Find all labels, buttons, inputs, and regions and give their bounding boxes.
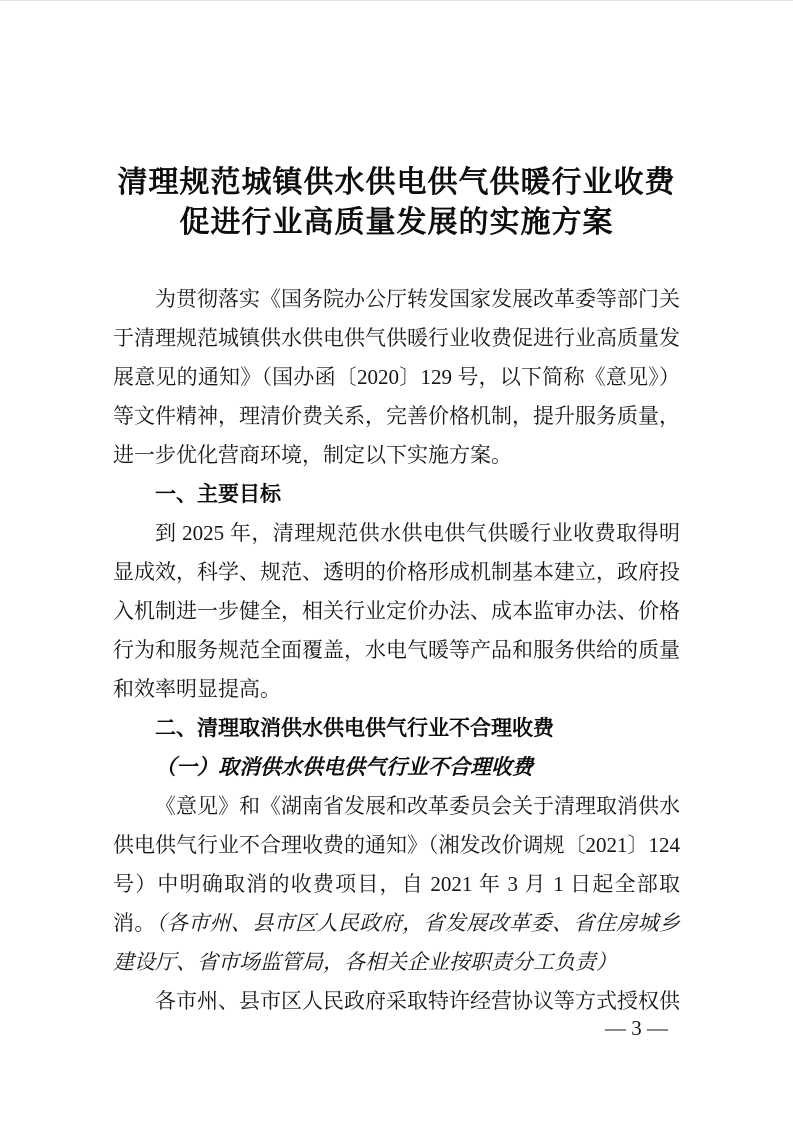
section-2-subheading-1: （一）取消供水供电供气行业不合理收费 xyxy=(155,755,533,779)
section-2-paragraph-1-text: 《意见》和《湖南省发展和改革委员会关于清理取消供水供电供气行业不合理收费的通知》（湘发改价调规〔2021〕124 号）中明确取消的收费项目，自 2021 年 3 月 1 日起全部取消。 xyxy=(113,794,680,935)
responsibility-note: （各市州、县市区人民政府，省发展改革委、省住房城乡建设厅、省市场监管局，各相关企业按职责分工负责） xyxy=(113,911,681,974)
section-1-heading: 一、主要目标 xyxy=(155,483,281,506)
intro-paragraph: 为贯彻落实《国务院办公厅转发国家发展改革委等部门关于清理规范城镇供水供电供气供暖行业收费促进行业高质量发展意见的通知》（国办函〔2020〕129 号，以下简称《意见》）等文件精神，理清价费关系，完善价格机制，提升服务质量，进一步优化营商环境，制定以下实施方案。 xyxy=(113,287,680,467)
section-2-paragraph-1 xyxy=(113,787,680,982)
title-line-2: 促进行业高质量发展的实施方案 xyxy=(179,206,614,239)
page-number: — 3 — xyxy=(605,1016,668,1040)
document-title xyxy=(0,1,793,243)
document-body xyxy=(113,280,680,1021)
section-2-paragraph-2-partial: 各市州、县市区人民政府采取特许经营协议等方式授权供 xyxy=(155,989,680,1013)
section-1-paragraph: 到 2025 年，清理规范供水供电供气供暖行业收费取得明显成效，科学、规范、透明的价格形成机制基本建立，政府投入机制进一步健全，相关行业定价办法、成本监审办法、价格行为和服务规范全面覆盖，水电气暖等产品和服务供给的质量和效率明显提高。 xyxy=(113,521,680,701)
section-2-heading: 二、清理取消供水供电供气行业不合理收费 xyxy=(155,717,554,740)
title-line-1: 清理规范城镇供水供电供气供暖行业收费 xyxy=(117,166,676,199)
